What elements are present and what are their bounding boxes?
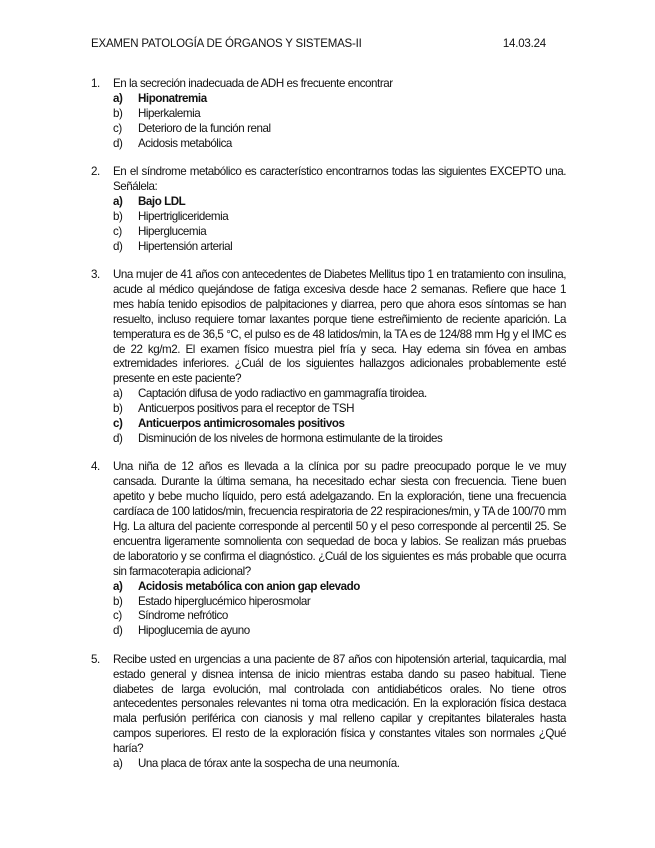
answer-option [113, 609, 566, 624]
answer-option [113, 387, 566, 402]
question-5 [91, 653, 566, 772]
answer-option [113, 595, 566, 610]
option-text: Hipertrigliceridemia [138, 209, 229, 223]
option-letter: b) [113, 106, 123, 120]
answer-option [113, 195, 566, 210]
answer-option [113, 210, 566, 225]
answer-option [113, 240, 566, 255]
option-text: Anticuerpos antimicrosomales positivos [138, 417, 345, 431]
option-letter: a) [113, 194, 123, 208]
option-text: Hiperkalemia [138, 106, 201, 120]
option-letter: a) [113, 91, 123, 105]
option-letter: d) [113, 624, 123, 638]
answer-option [113, 624, 566, 639]
question-number: 2. [91, 165, 100, 179]
page-header [91, 38, 546, 50]
option-text: Hiperglucemia [138, 224, 207, 238]
option-text: Hipertensión arterial [138, 239, 233, 253]
option-letter: a) [113, 757, 123, 771]
option-letter: d) [113, 239, 123, 253]
question-3 [91, 268, 566, 447]
option-letter: c) [113, 609, 122, 623]
option-text: Una placa de tórax ante la sospecha de una neumonía. [138, 757, 400, 771]
question-number: 3. [91, 267, 100, 281]
option-letter: b) [113, 594, 123, 608]
option-text: Estado hiperglucémico hiperosmolar [138, 594, 311, 608]
option-letter: c) [113, 121, 122, 135]
exam-title: EXAMEN PATOLOGÍA DE ÓRGANOS Y SISTEMAS-II [91, 38, 362, 50]
option-text: Hiponatremia [138, 91, 207, 105]
question-number: 5. [91, 652, 100, 666]
option-letter: a) [113, 387, 123, 401]
option-letter: b) [113, 209, 123, 223]
question-text: En el síndrome metabólico es característico encontrarnos todas las siguientes EXCEPTO una. Señálela: [113, 165, 566, 193]
question-2 [91, 165, 566, 254]
option-text: Disminución de los niveles de hormona estimulante de la tiroides [138, 431, 443, 445]
option-letter: a) [113, 579, 123, 593]
answer-option [113, 225, 566, 240]
answer-option [113, 107, 566, 122]
option-letter: b) [113, 402, 123, 416]
option-text: Anticuerpos positivos para el receptor de TSH [138, 402, 355, 416]
answer-option [113, 137, 566, 152]
question-number: 4. [91, 460, 100, 474]
option-letter: d) [113, 431, 123, 445]
option-text: Hipoglucemia de ayuno [138, 624, 250, 638]
answer-option [113, 417, 566, 432]
question-text: Una mujer de 41 años con antecedentes de Diabetes Mellitus tipo 1 en tratamiento con insulina, acude al médico quejándose de fatiga excesiva desde hace 2 semanas. Refiere que hace 1 mes había tenido episodios de palpitaciones y diarrea, pero que ahora esos síntomas se han resuelto, incluso requiere tomar laxantes porque tiene estreñimiento de reciente aparición. La temperatura es de 36,5 °C, el pulso es de 48 latidos/min, la TA es de 124/88 mm Hg y el IMC es de 22 kg/m2. El examen físico muestra piel fría y seca. Hay edema sin fóvea en ambas extremidades inferiores. ¿Cuál de los siguientes hallazgos adicionales probablemente esté presente en este paciente? [113, 267, 566, 386]
answer-option [113, 92, 566, 107]
question-list [91, 77, 566, 785]
question-1 [91, 77, 566, 152]
answer-option [113, 402, 566, 417]
question-4 [91, 460, 566, 639]
answer-option [113, 757, 566, 772]
option-text: Deterioro de la función renal [138, 121, 271, 135]
option-text: Acidosis metabólica con anion gap elevado [138, 579, 360, 593]
option-letter: c) [113, 224, 122, 238]
option-letter: d) [113, 136, 123, 150]
answer-option [113, 580, 566, 595]
answer-option [113, 122, 566, 137]
option-text: Bajo LDL [138, 194, 186, 208]
question-text: Recibe usted en urgencias a una paciente de 87 años con hipotensión arterial, taquicardia, mal estado general y disnea intensa de inicio mientras estaba dando su paseo habitual. Tiene diabetes de larga evolución, mal controlada con antidiabéticos orales. No tiene otros antecedentes personales relevantes ni toma otra medicación. En la exploración física destaca mala perfusión periférica con cianosis y mal relleno capilar y crepitantes bilaterales hasta campos superiores. El resto de la exploración física y constantes vitales son normales ¿Qué haría? [113, 652, 566, 756]
question-text: Una niña de 12 años es llevada a la clínica por su padre preocupado porque le ve muy cansada. Durante la última semana, ha necesitado echar siesta con frecuencia. Tiene buen apetito y bebe mucho líquido, pero está adelgazando. En la exploración, tiene una frecuencia cardíaca de 100 latidos/min, frecuencia respiratoria de 22 respiraciones/min, y TA de 100/70 mm Hg. La altura del paciente corresponde al percentil 50 y el peso corresponde al percentil 25. Se encuentra ligeramente somnolienta con sequedad de boca y labios. Se realizan más pruebas de laboratorio y se confirma el diagnóstico. ¿Cuál de los siguientes es más probable que ocurra sin farmacoterapia adicional? [113, 460, 566, 578]
answer-option [113, 432, 566, 447]
option-text: Captación difusa de yodo radiactivo en gammagrafía tiroidea. [138, 387, 427, 401]
option-text: Síndrome nefrótico [138, 609, 228, 623]
option-text: Acidosis metabólica [138, 136, 232, 150]
exam-date: 14.03.24 [502, 38, 546, 50]
option-letter: c) [113, 417, 123, 431]
question-number: 1. [91, 77, 100, 90]
question-text: En la secreción inadecuada de ADH es frecuente encontrar [113, 77, 393, 90]
